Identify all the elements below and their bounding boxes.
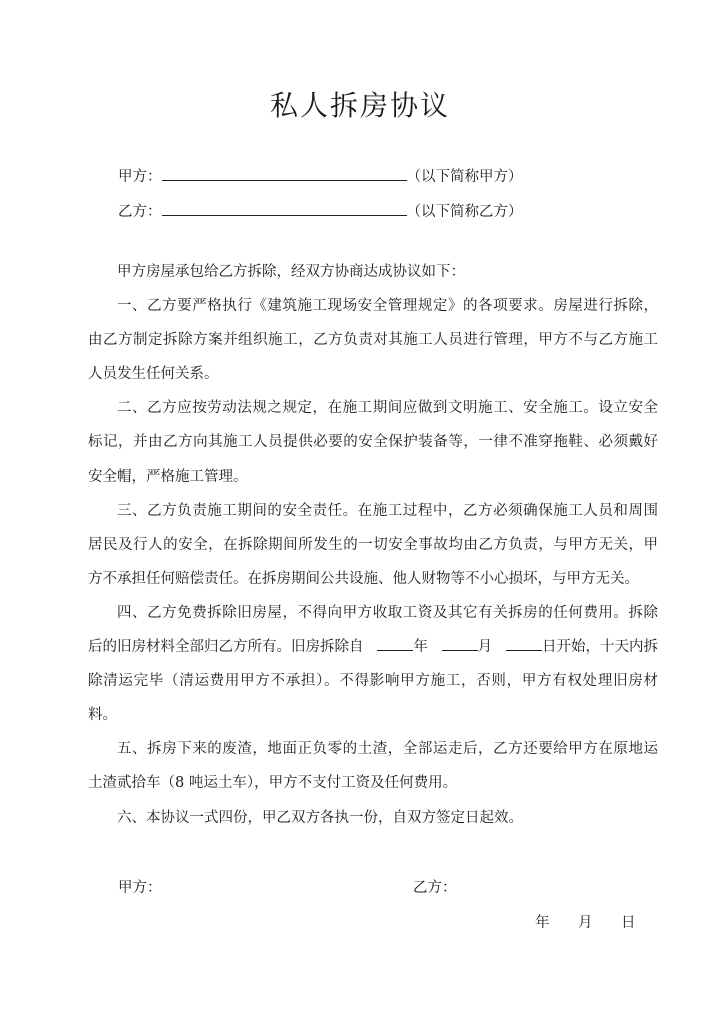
clause-4-line: 除清运完毕（清运费用甲方不承担）。不得影响甲方施工，否则，甲方有权处理旧房材 [88, 673, 658, 690]
date-month: 月 [578, 915, 593, 931]
party-a-note: （以下简称甲方） [406, 169, 523, 185]
date-day: 日 [621, 915, 636, 931]
signature-party-b: 乙方： [413, 880, 457, 896]
date-year: 年 [535, 915, 550, 931]
clause-6-line: 六、本协议一式四份，甲乙双方各执一份，自双方签定日起效。 [117, 809, 523, 826]
clause-4-line: 四、乙方免费拆除旧房屋，不得向甲方收取工资及其它有关拆房的任何费用。拆除 [117, 604, 658, 621]
document-title: 私人拆房协议 [269, 89, 450, 122]
clause-1-line: 由乙方制定拆除方案并组织施工，乙方负责对其施工人员进行管理，甲方不与乙方施工 [88, 332, 658, 349]
year-blank: 年 [377, 630, 428, 664]
party-a-blank [162, 166, 407, 181]
party-a-label: 甲方： [118, 169, 162, 185]
clause-1-line: 人员发生任何关系。 [88, 366, 219, 383]
clause-4-line [88, 630, 658, 664]
day-blank: 日开始，十天内拆 [506, 630, 658, 664]
party-b-line [118, 201, 523, 221]
clause-2-line: 安全帽，严格施工管理。 [88, 468, 248, 485]
agreement-body [88, 255, 658, 835]
month-blank: 月 [442, 630, 493, 664]
party-b-blank [162, 201, 407, 216]
party-a-line [118, 166, 523, 186]
clause-3-line: 居民及行人的安全，在拆除期间所发生的一切安全事故均由乙方负责，与甲方无关，甲 [88, 536, 658, 553]
clause-2-line: 标记，并由乙方向其施工人员提供必要的安全保护装备等，一律不准穿拖鞋、必须戴好 [88, 434, 658, 451]
party-b-note: （以下简称乙方） [406, 204, 523, 220]
intro: 甲方房屋承包给乙方拆除，经双方协商达成协议如下： [117, 264, 465, 280]
clause-1-line: 一、乙方要严格执行《建筑施工现场安全管理规定》的各项要求。房屋进行拆除， [117, 298, 658, 315]
clause-5-line: 五、拆房下来的废渣，地面正负零的土渣，全部运走后，乙方还要给甲方在原地运 [117, 741, 658, 758]
clause-3-line: 方不承担任何赔偿责任。在拆房期间公共设施、他人财物等不小心损坏，与甲方无关。 [88, 570, 639, 587]
signature-party-a: 甲方： [118, 880, 162, 896]
clause-4-text: 后的旧房材料全部归乙方所有。旧房拆除自 [88, 639, 364, 656]
clause-5-line: 土渣贰拾车（8 吨运土车），甲方不支付工资及任何费用。 [88, 775, 458, 792]
party-b-label: 乙方： [118, 204, 162, 220]
clause-4-line: 料。 [88, 707, 117, 724]
clause-3-line: 三、乙方负责施工期间的安全责任。在施工过程中，乙方必须确保施工人员和周围 [117, 502, 658, 519]
clause-2-line: 二、乙方应按劳动法规之规定，在施工期间应做到文明施工、安全施工。设立安全 [117, 400, 658, 417]
